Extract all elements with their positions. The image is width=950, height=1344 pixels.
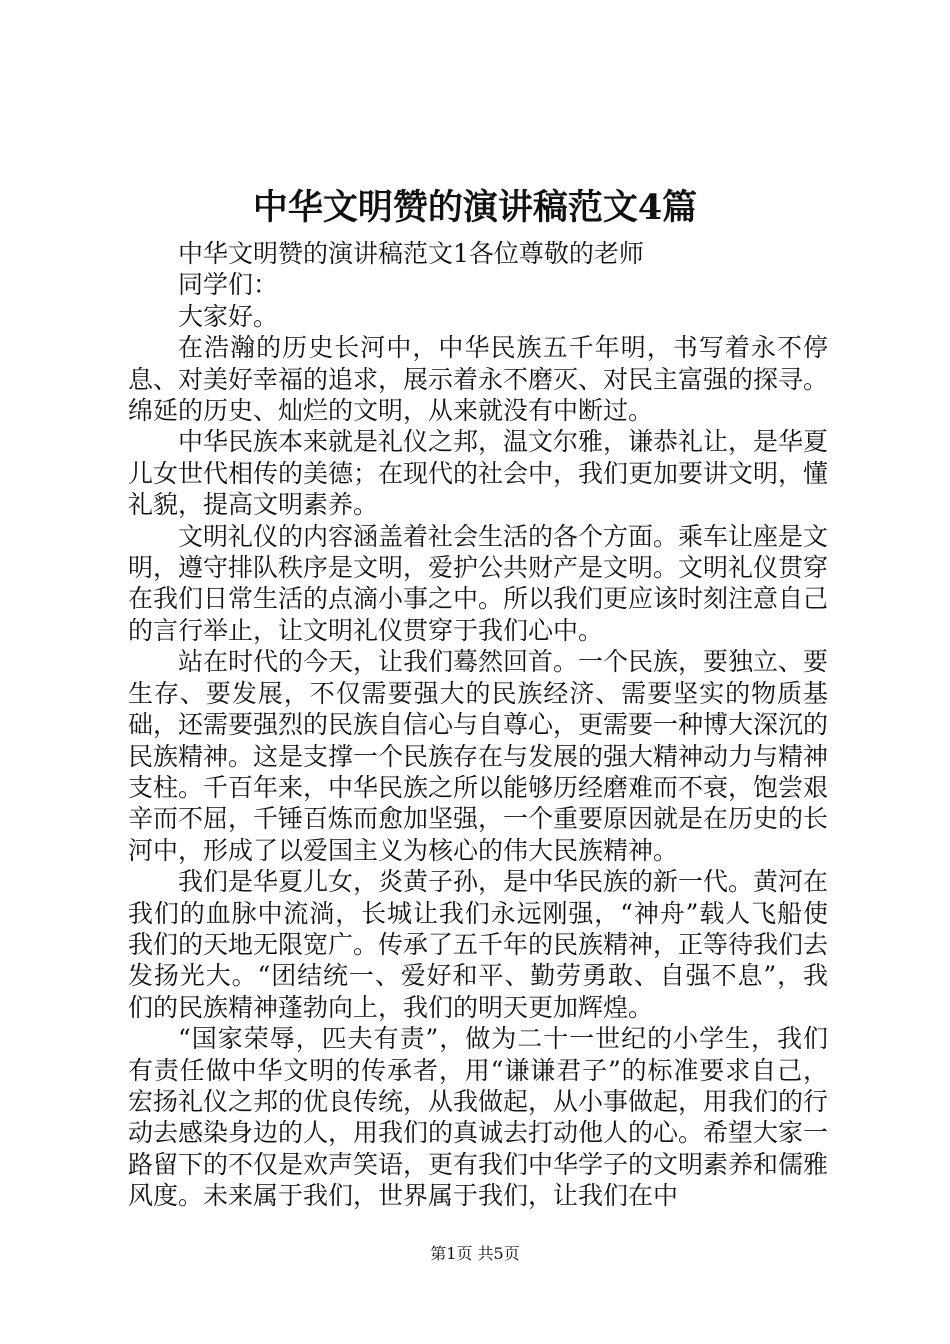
paragraph-4: 在浩瀚的历史长河中，中华民族五千年明，书写着永不停息、对美好幸福的追求，展示着永不磨灭、对民主富强的探寻。绵延的历史、灿烂的文明，从来就没有中断过。 (128, 333, 829, 426)
paragraph-1: 中华文明赞的演讲稿范文1各位尊敬的老师 (178, 239, 644, 268)
paragraph-6: 文明礼仪的内容涵盖着社会生活的各个方面。乘车让座是文明，遵守排队秩序是文明，爱护公共财产是文明。文明礼仪贯穿在我们日常生活的点滴小事之中。所以我们更应该时刻注意自己的言行举止，让文明礼仪贯穿于我们心中。 (128, 521, 829, 645)
document-body (128, 238, 828, 1212)
paragraph-9: “国家荣辱，匹夫有责”，做为二十一世纪的小学生，我们有责任做中华文明的传承者，用“谦谦君子”的标准要求自己，宏扬礼仪之邦的优良传统，从我做起，从小事做起，用我们的行动去感染身边的人，用我们的真诚去打动他人的心。希望大家一路留下的不仅是欢声笑语，更有我们中华学子的文明素养和儒雅风度。未来属于我们，世界属于我们，让我们在中 (128, 1024, 829, 1211)
paragraph-7: 站在时代的今天，让我们蓦然回首。一个民族，要独立、要生存、要发展，不仅需要强大的民族经济、需要坚实的物质基础，还需要强烈的民族自信心与自尊心，更需要一种博大深沉的民族精神。这是支撑一个民族存在与发展的强大精神动力与精神支柱。千百年来，中华民族之所以能够历经磨难而不衰，饱尝艰辛而不屈，千锤百炼而愈加坚强，一个重要原因就是在历史的长河中，形成了以爱国主义为核心的伟大民族精神。 (128, 647, 829, 865)
paragraph-2: 同学们： (178, 270, 279, 300)
document-title: 中华文明赞的演讲稿范文4篇 (252, 187, 698, 228)
page-footer: 第1页 共5页 (430, 1244, 520, 1263)
paragraph-5: 中华民族本来就是礼仪之邦，温文尔雅，谦恭礼让，是华夏儿女世代相传的美德；在现代的社会中，我们更加要讲文明，懂礼貌，提高文明素养。 (128, 427, 829, 520)
paragraph-8: 我们是华夏儿女，炎黄子孙，是中华民族的新一代。黄河在我们的血脉中流淌，长城让我们永远刚强，“神舟”载人飞船使我们的天地无限宽广。传承了五千年的民族精神，正等待我们去发扬光大。“团结统一、爱好和平、勤劳勇敢、自强不息”，我们的民族精神蓬勃向上，我们的明天更加辉煌。 (128, 867, 829, 1022)
paragraph-3: 大家好。 (178, 301, 279, 331)
